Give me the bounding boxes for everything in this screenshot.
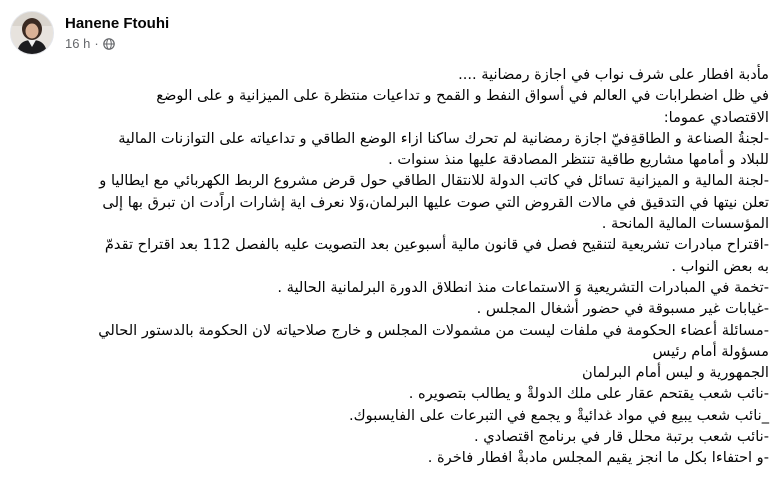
author-avatar[interactable] <box>10 11 54 55</box>
post-line: -نائب شعب برتبة محلل قار في برنامج اقتصادي . <box>474 428 769 446</box>
post-line: -لجنةُ الصناعة و الطاقةِفيّ اجازة رمضانية لم تحرك ساكنا ازاء الوضع الطاقي و تداعياته على التوازنات المالية <box>118 129 769 147</box>
post-line: مسؤولة أمام رئيس <box>652 342 769 360</box>
post-line: -مسائلة أعضاء الحكومة في ملفات ليست من مشمولات المجلس و خارج صلاحياته لان الحكومة بالدستور الحالي <box>98 321 769 339</box>
post-line: _نائب شعب يبيع في مواد غدائيةْ و يجمع في التبرعات على الفايسبوك. <box>349 406 769 424</box>
post-header <box>10 8 169 58</box>
post-line: تعلن نيتها في التدقيق في مالات القروض التي صوت عليها البرلمان،وَلا نعرف اية إشارات اراًدت ان تبرق بها إلى <box>102 193 769 211</box>
avatar-portrait <box>11 12 53 54</box>
post-meta <box>65 36 169 52</box>
meta-separator: · <box>94 36 99 51</box>
post-line: -تخمة في المبادرات التشريعية وَ الاستماعات منذ انطلاق الدورة البرلمانية الحالية . <box>277 278 769 296</box>
post-line: به بعض النواب . <box>671 257 769 275</box>
post-line: في ظل اضطرابات في العالم في أسواق النفط و القمح و تداعيات منتظرة على الميزانية و على الوضع <box>156 87 769 105</box>
post-line: المؤسسات المالية المانحة . <box>601 215 769 233</box>
post-line: -اقتراح مبادرات تشريعية لتنقيح فصل في قانون مالية أسبوعين بعد التصويت عليه بالفصل 112 بعد اقتراح تقدمّ <box>104 236 769 254</box>
post-line: -و احتفاءا بكل ما انجز يقيم المجلس مادبةْ افطار فاخرة . <box>427 449 769 467</box>
post-line: للبلاد و أمامها مشاريع طاقية تنتظر المصادقة عليها منذ سنوات . <box>388 151 769 169</box>
post-body <box>14 64 769 469</box>
post-line: مأدبة افطار على شرف نواب في اجازة رمضانية .... <box>458 66 769 83</box>
post-line: -غيابات غير مسبوقة في حضور أشغال المجلس . <box>476 300 769 318</box>
post-line: الجمهورية و ليس أمام البرلمان <box>582 364 769 382</box>
globe-icon[interactable] <box>103 38 115 50</box>
post-line: -لجنة المالية و الميزانية تسائل في كاتب الدولة للانتقال الطاقي حول قرض مشروع الربط الكهربائي مع ايطاليا و <box>99 172 769 190</box>
post-timestamp[interactable]: 16 h <box>65 36 91 51</box>
author-name[interactable]: Hanene Ftouhi <box>65 15 170 32</box>
author-block <box>65 14 169 52</box>
post-line: -نائب شعب يقتحم عقار على ملك الدولةْ و يطالب بتصويره . <box>408 385 769 403</box>
post-line: الاقتصادي عموما: <box>663 108 769 126</box>
